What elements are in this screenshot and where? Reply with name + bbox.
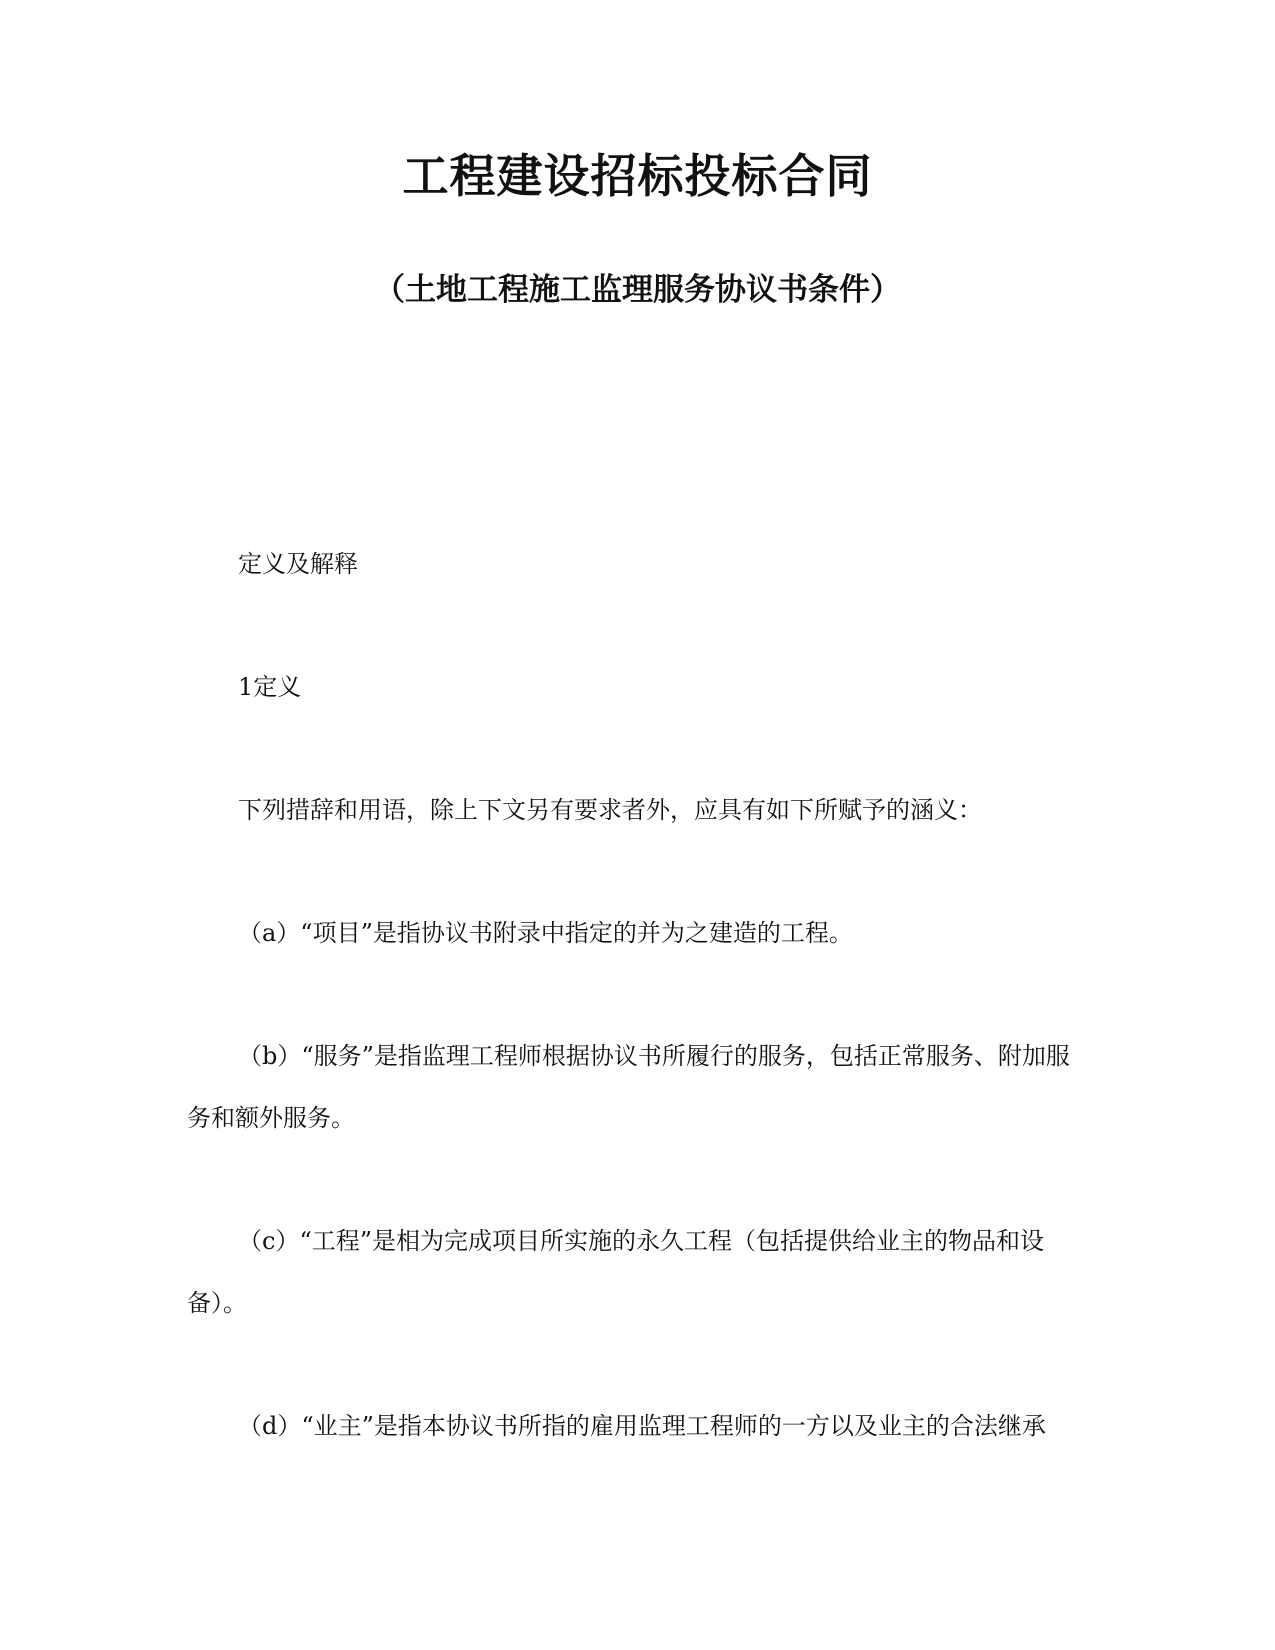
clause-heading: 1定义 (238, 673, 302, 701)
definition-d: （d）“业主”是指本协议书所指的雇用监理工程师的一方以及业主的合法继承 (238, 1412, 1046, 1440)
document-title: 工程建设招标投标合同 (402, 149, 873, 203)
section-heading: 定义及解释 (238, 550, 358, 578)
definition-c: （c）“工程”是相为完成项目所实施的永久工程（包括提供给业主的物品和设备）。 (187, 1227, 1044, 1317)
document-subtitle: （土地工程施工监理服务协议书条件） (374, 272, 901, 308)
definition-b: （b）“服务”是指监理工程师根据协议书所履行的服务，包括正常服务、附加服务和额外服务。 (187, 1042, 1070, 1132)
definition-a: （a）“项目”是指协议书附录中指定的并为之建造的工程。 (238, 919, 853, 947)
clause-intro: 下列措辞和用语，除上下文另有要求者外，应具有如下所赋予的涵义： (238, 796, 982, 824)
